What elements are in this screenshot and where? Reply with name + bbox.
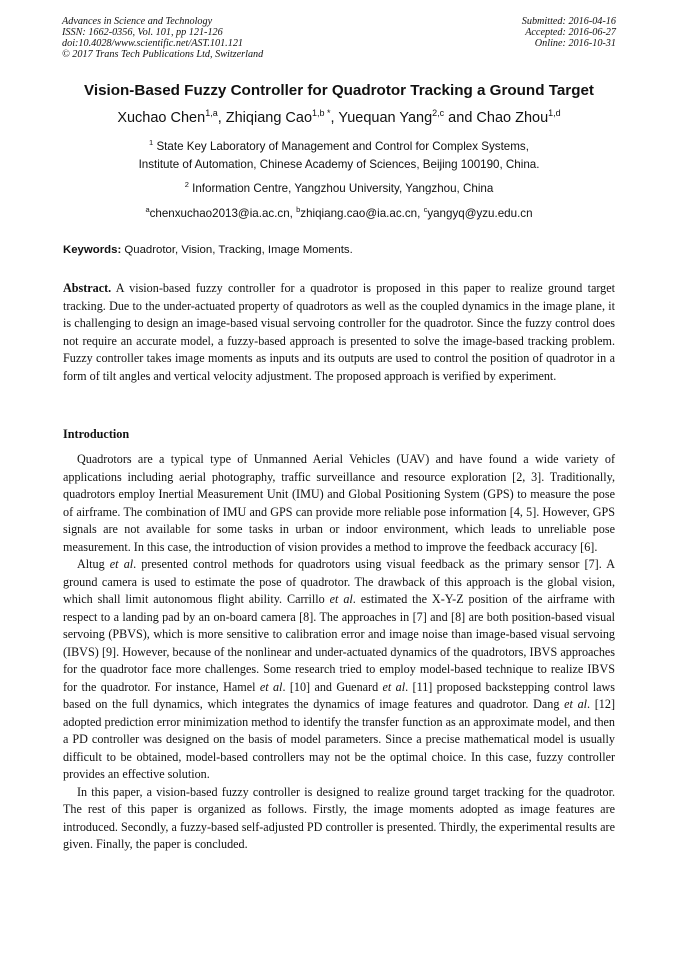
author-separator: and	[444, 110, 477, 126]
abstract-label: Abstract.	[63, 281, 112, 295]
submitted-date: Submitted: 2016-04-16	[521, 16, 616, 27]
email-separator: ,	[417, 207, 424, 220]
keywords-text: Quadrotor, Vision, Tracking, Image Moments.	[121, 244, 353, 256]
author-separator: ,	[217, 110, 226, 126]
italic-text-run: et al	[564, 697, 588, 711]
affiliation-1	[40, 138, 638, 174]
email-address[interactable]: zhiqiang.cao@ia.ac.cn	[300, 207, 418, 220]
email-mark: c	[423, 205, 428, 214]
copyright-line: © 2017 Trans Tech Publications Ltd, Switzerland	[62, 49, 264, 60]
doi-line: doi:10.4028/www.scientific.net/AST.101.121	[62, 38, 244, 49]
email-mark: b	[296, 205, 301, 214]
author-affiliation-mark: 1,a	[205, 108, 218, 118]
abstract	[63, 280, 615, 385]
journal-name: Advances in Science and Technology	[62, 16, 213, 27]
journal-info-header	[62, 16, 263, 60]
paper-title: Vision-Based Fuzzy Controller for Quadrotor Tracking a Ground Target	[84, 82, 594, 99]
affiliation-line: Information Centre, Yangzhou University, Yangzhou, China	[192, 182, 494, 195]
text-run: . [12] adopted prediction error minimization method to identify the transfer function as an approximate model, and then a PD controller was designed on the basis of model parameters. Since a precise mathematical model is usually difficult to be obtained, model-based controllers may not be the optimal choice. In this case, fuzzy controller provides an effective solution.	[63, 697, 615, 781]
introduction-body	[63, 451, 615, 854]
text-run: . estimated the X-Y-Z position of the airframe with respect to a landing pad by an on-board camera [8]. The approaches in [7] and [8] are both position-based visual servoing (PBVS), which is more sensitive to calibration error and image noise than image-based visual servoing (IBVS) [9]. However, because of the nonlinear and under-actuated dynamics of the quadrotors, IBVS approaches for the quadrotor face more challenges. Some research tried to employ model-based technique to realize IBVS for the quadrotor. For instance, Hamel	[63, 592, 615, 694]
affiliation-line: State Key Laboratory of Management and Control for Complex Systems,	[156, 140, 529, 153]
keywords	[63, 244, 615, 256]
italic-text-run: et al	[109, 557, 134, 571]
affiliation-mark: 1	[149, 138, 154, 147]
paragraph	[63, 556, 615, 784]
author-list	[40, 110, 638, 126]
online-date: Online: 2016-10-31	[534, 38, 616, 49]
author-separator: ,	[330, 110, 339, 126]
accepted-date: Accepted: 2016-06-27	[525, 27, 616, 38]
author-affiliation-mark: 2,c	[432, 108, 445, 118]
author-affiliation-mark: 1,d	[548, 108, 561, 118]
email-mark: a	[145, 205, 150, 214]
paragraph: Quadrotors are a typical type of Unmanned Aerial Vehicles (UAV) and have found a wide variety of applications including aerial photography, traffic surveillance and resource exploration [2, 3]. Traditionally, quadrotors employ Inertial Measurement Unit (IMU) and Global Positioning System (GPS) to measure the pose of airframe. The combination of IMU and GPS can provide more reliable pose information [4, 5]. However, GPS signals are not available for some tasks in urban or indoor environment, which leads to unreliable pose measurement. In this case, the introduction of vision provides a method to improve the feedback accuracy [6].	[63, 452, 615, 554]
author-name: Zhiqiang Cao	[225, 110, 313, 126]
author-emails	[40, 205, 638, 223]
email-address[interactable]: yangyq@yzu.edu.cn	[427, 207, 533, 220]
text-run: . presented control methods for quadrotors using visual feedback as the primary sensor [7]. A ground camera is used to estimate the pose of quadrotor. The drawback of this approach is the global vision, which shall limit autonomous flight ability. Carrillo	[63, 557, 615, 606]
text-run: Altug	[77, 557, 110, 571]
affiliation-2	[40, 180, 638, 198]
email-separator: ,	[289, 207, 297, 220]
author-name: Chao Zhou	[476, 110, 549, 126]
abstract-text: A vision-based fuzzy controller for a quadrotor is proposed in this paper to realize ground target tracking. Due to the under-actuated property of quadrotors as well as the coupled dynamics in the image plane, it is challenging to design an image-based visual servoing controller for the quadrotor. Since the fuzzy control does not require an accurate model, a fuzzy-based approach is presented to solve the image-based tracking problem. Fuzzy controller takes image moments as inputs and its outputs are used to control the position of quadrotor in a form of tilt angles and vertical velocity adjustment. The proposed approach is verified by experiment.	[63, 281, 615, 383]
italic-text-run: et al	[382, 679, 406, 694]
affiliation-mark: 2	[184, 180, 189, 189]
email-address[interactable]: chenxuchao2013@ia.ac.cn	[149, 207, 290, 220]
italic-text-run: et al	[259, 679, 283, 694]
author-name: Xuchao Chen	[117, 110, 206, 126]
author-name: Yuequan Yang	[338, 110, 433, 126]
affiliation-line: Institute of Automation, Chinese Academy of Sciences, Beijing 100190, China.	[138, 158, 540, 171]
dates-header	[522, 16, 616, 49]
paragraph: In this paper, a vision-based fuzzy controller is designed to realize ground target tracking for the quadrotor. The rest of this paper is organized as follows. Firstly, the image moments adopted as image features are introduced. Secondly, a fuzzy-based self-adjusted PD controller is presented. Thirdly, the experimental results are given. Finally, the paper is concluded.	[63, 784, 615, 851]
issn-line: ISSN: 1662-0356, Vol. 101, pp 121-126	[62, 27, 223, 38]
section-heading-introduction: Introduction	[63, 427, 130, 441]
italic-text-run: et al	[329, 592, 353, 606]
keywords-label: Keywords:	[63, 244, 122, 256]
author-affiliation-mark: 1,b *	[312, 108, 331, 118]
text-run: . [10] and Guenard	[282, 679, 383, 694]
text-run: . [11] proposed backstepping control laws based on the full dynamics, which integrates the dynamics of image features and quadrotor. Dang	[63, 679, 616, 711]
